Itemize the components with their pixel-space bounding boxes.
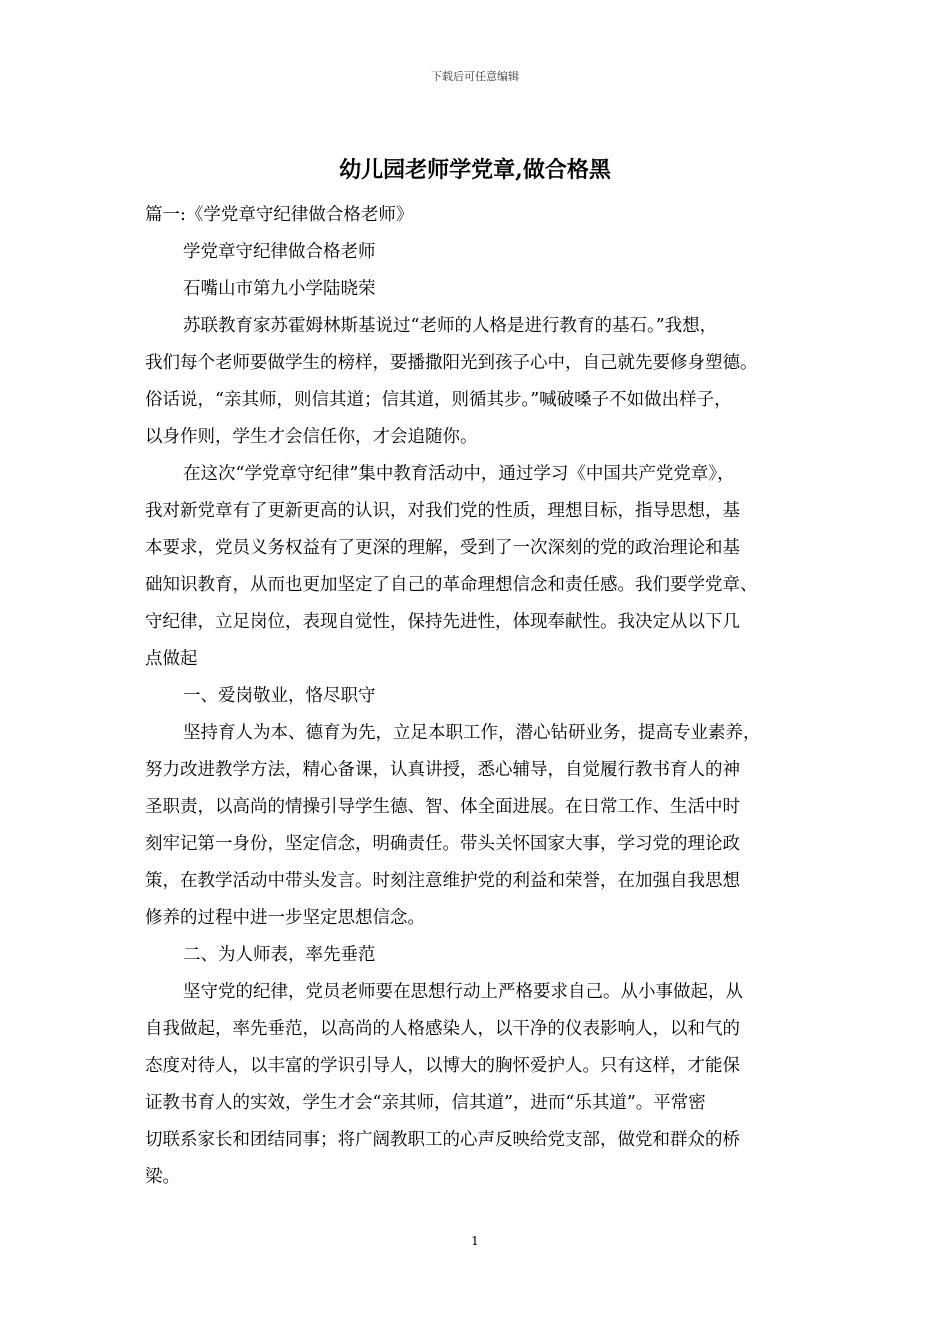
text-line: 态度对待人，以丰富的学识引导人，以博大的胸怀爱护人。只有这样，才能保 [145,1056,740,1076]
text-line: 在这次“学党章守纪律”集中教育活动中，通过学习《中国共产党党章》， [183,464,735,484]
text-line: 切联系家长和团结同事；将广阔教职工的心声反映给党支部，做党和群众的桥 [145,1130,740,1150]
text-line: 努力改进教学方法，精心备课，认真讲授，悉心辅导，自觉履行教书育人的神 [145,760,740,780]
document-title: 幼儿园老师学党章,做合格黑 [339,157,611,183]
text-line: 我们每个老师要做学生的榜样，要播撒阳光到孩子心中，自己就先要修身塑德。 [145,353,758,373]
page-header-note: 下载后可任意编辑 [431,70,519,83]
document-body [145,197,821,1196]
page-number: 1 [471,1234,479,1248]
text-line: 刻牢记第一身份，坚定信念，明确责任。带头关怀国家大事，学习党的理论政 [145,834,740,854]
text-line: 圣职责，以高尚的情操引导学生德、智、体全面进展。在日常工作、生活中时 [145,797,740,817]
text-line: 证教书育人的实效，学生才会“亲其师，信其道”，进而“乐其道”。平常密 [145,1093,706,1113]
text-line: 坚守党的纪律，党员老师要在思想行动上严格要求自己。从小事做起，从 [183,982,743,1002]
text-line: 二、为人师表，率先垂范 [183,945,376,965]
text-line: 一、爱岗敬业，恪尽职守 [183,686,376,706]
text-line: 坚持育人为本、德育为先，立足本职工作，潜心钻研业务，提高专业素养， [183,723,761,743]
text-line: 守纪律，立足岗位，表现自觉性，保持先进性，体现奉献性。我决定从以下几 [145,612,740,632]
text-line: 学党章守纪律做合格老师 [183,242,376,262]
text-line: 我对新党章有了更新更高的认识，对我们党的性质，理想目标，指导思想，基 [145,501,740,521]
text-line: 策，在教学活动中带头发言。时刻注意维护党的利益和荣誉，在加强自我思想 [145,871,740,891]
text-line: 础知识教育，从而也更加坚定了自己的革命理想信念和责任感。我们要学党章、 [145,575,758,595]
text-line: 本要求，党员义务权益有了更深的理解，受到了一次深刻的党的政治理论和基 [145,538,740,558]
text-line: 苏联教育家苏霍姆林斯基说过“老师的人格是进行教育的基石。”我想， [183,316,718,336]
text-line: 俗话说，“亲其师，则信其道；信其道，则循其步。”喊破嗓子不如做出样子， [145,390,732,410]
text-line: 自我做起，率先垂范，以高尚的人格感染人，以干净的仪表影响人，以和气的 [145,1019,740,1039]
text-line: 篇一:《学党章守纪律做合格老师》 [145,205,414,225]
text-line: 修养的过程中进一步坚定思想信念。 [145,908,425,928]
text-line: 以身作则，学生才会信任你，才会追随你。 [145,427,478,447]
text-line: 石嘴山市第九小学陆晓荣 [183,279,376,299]
text-line: 点做起 [145,649,198,669]
text-line: 梁。 [145,1167,180,1187]
